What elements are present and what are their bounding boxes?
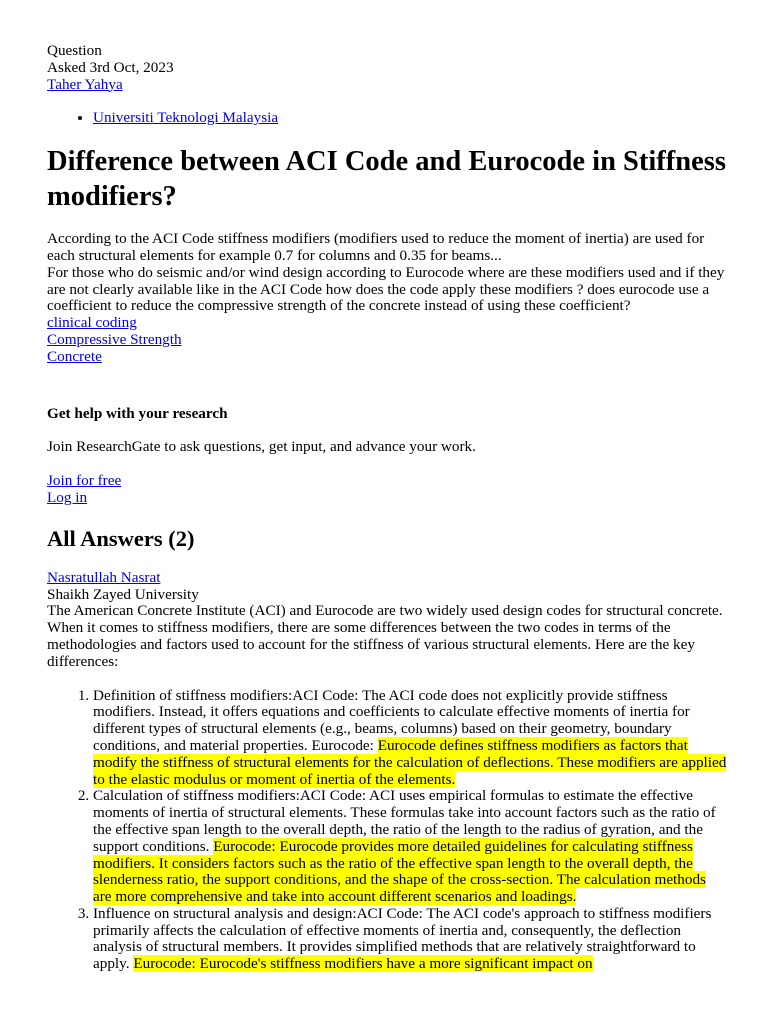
point-text: Calculation of stiffness modifiers:ACI Code: ACI uses empirical formulas to estimate the effective moments of inertia of structural elements. These formulas take into account factors such as the ratio of the effective span length to the overall depth, the ratio of the length to the radius of gyration, and the support conditions. <box>93 787 716 855</box>
institution-list <box>47 110 727 127</box>
answer-card <box>47 570 727 973</box>
question-label: Question <box>47 42 102 59</box>
answer-point <box>93 906 727 973</box>
institution-link[interactable]: Universiti Teknologi Malaysia <box>93 109 279 127</box>
cta-links <box>47 473 727 507</box>
answer-point <box>93 788 727 906</box>
answers-heading: All Answers (2) <box>47 525 195 551</box>
topic-link-concrete[interactable]: Concrete <box>47 347 102 365</box>
join-for-free-link[interactable]: Join for free <box>47 472 122 490</box>
log-in-link[interactable]: Log in <box>47 488 88 506</box>
answer-point <box>93 688 727 789</box>
point-text: Influence on structural analysis and design:ACI Code: The ACI code's approach to stiffness modifiers primarily affects the calculation of effective moments of inertia and, consequently, the deflection analysis of structural members. It provides simplified methods that are relatively straightforward to apply. <box>93 904 712 973</box>
help-text: Join ResearchGate to ask questions, get input, and advance your work. <box>47 438 476 456</box>
answer-points <box>47 688 727 974</box>
question-author-link[interactable]: Taher Yahya <box>47 75 123 93</box>
question-body: According to the ACI Code stiffness modifiers (modifiers used to reduce the moment of inertia) are used for each structural elements for example 0.7 for columns and 0.35 for beams... For those who do seismic and/or wind design according to Eurocode where are these modifiers used and if they are not clearly available like in the ACI Code how does the code apply these modifiers ? does eurocode use a coefficient to reduce the compressive strength of the concrete instead of using these coefficient? <box>47 230 725 315</box>
topic-link-clinical-coding[interactable]: clinical coding <box>47 314 137 332</box>
help-title: Get help with your research <box>47 404 228 422</box>
institution-item <box>93 110 727 127</box>
question-page <box>47 43 727 973</box>
answer-intro: The American Concrete Institute (ACI) and Eurocode are two widely used design codes for structural concrete. When it comes to stiffness modifiers, there are some differences between the two codes in terms of the methodologies and factors used to account for the stiffness of various structural elements. Here are the key differences: <box>47 602 723 670</box>
topic-links <box>47 315 727 365</box>
point-highlight: Eurocode: Eurocode provides more detailed guidelines for calculating stiffness modifiers. It considers factors such as the ratio of the effective span length to the overall depth, the slenderness ratio, the support conditions, and the shape of the cross-section. The calculation methods are more comprehensive and take into account different scenarios and loadings. <box>93 837 706 906</box>
topic-link-compressive-strength[interactable]: Compressive Strength <box>47 330 182 348</box>
answer-affiliation: Shaikh Zayed University <box>47 585 199 603</box>
point-highlight: Eurocode defines stiffness modifiers as factors that modify the stiffness of structural elements for the calculation of deflections. These modifiers are applied to the elastic modulus or moment of inertia of the elements. <box>93 736 727 788</box>
asked-date: Asked 3rd Oct, 2023 <box>47 58 174 76</box>
question-title: Difference between ACI Code and Eurocode in Stiffness modifiers? <box>47 146 726 213</box>
answer-author-link[interactable]: Nasratullah Nasrat <box>47 568 161 586</box>
point-highlight: Eurocode: Eurocode's stiffness modifiers have a more significant impact on <box>133 955 593 973</box>
point-text: Definition of stiffness modifiers:ACI Code: The ACI code does not explicitly provide stiffness modifiers. Instead, it offers equations and coefficients to calculate effective moments of inertia for different types of structural elements (e.g., beams, columns) based on their geometry, boundary conditions, and material properties. Eurocode: <box>93 686 690 754</box>
